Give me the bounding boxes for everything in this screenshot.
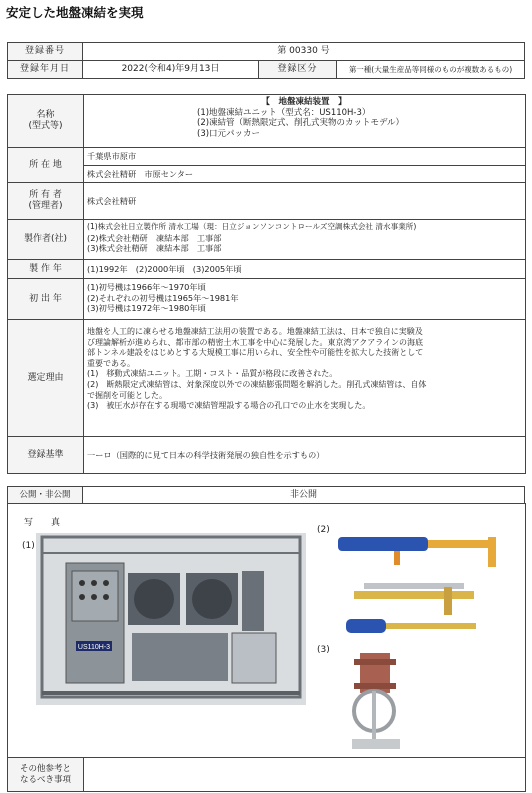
reason-line-6: (2) 断熱限定式凍結管は、対象深度以外での凍結膨張問題を解消した。削孔式凍結管は、自体 xyxy=(87,379,427,389)
name-value xyxy=(84,97,521,147)
photo-label: 写 真 xyxy=(24,518,61,528)
reason-line-3: 部トンネル建設をはじめとする大規模工事に用いられ、安全性や可能性を拡大した技術として xyxy=(87,348,424,358)
criteria-label: 登録基準 xyxy=(8,437,84,473)
registration-number-value: 第 00330 号 xyxy=(83,43,525,61)
mouth-packer-photo xyxy=(338,649,418,753)
debut-line-2: (2)それぞれの初号機は1965年〜1981年 xyxy=(87,292,239,303)
location-label: 所 在 地 xyxy=(8,148,84,182)
registration-category-label: 登録区分 xyxy=(259,61,337,79)
reason-value xyxy=(84,327,521,412)
debut-line-3: (3)初号機は1972年〜1980年頃 xyxy=(87,303,206,313)
reason-line-4: 重要である。 xyxy=(87,358,135,368)
maker-line-1: (1)株式会社日立製作所 清水工場（現：日立ジョンソンコントロールズ空調株式会社 清水事業所) xyxy=(87,222,417,231)
debut-label: 初 出 年 xyxy=(8,279,84,319)
publicity-label: 公開・非公開 xyxy=(8,487,83,504)
debut-value xyxy=(84,282,521,314)
registration-number-label: 登録番号 xyxy=(8,43,83,61)
registration-category-value: 第一種(大量生産品等同様のものが複数あるもの) xyxy=(337,61,525,79)
reason-label: 選定理由 xyxy=(8,320,84,436)
maker-value xyxy=(84,222,521,254)
details-section xyxy=(7,94,526,474)
reason-line-2: び理論解析が進められ、都市部の精密土木工事を中心に発展した。東京湾アクアラインの海底 xyxy=(87,337,423,347)
reason-line-1: 地盤を人工的に凍らせる地盤凍結工法用の装置である。地盤凍結工法は、日本で独自に実験及 xyxy=(87,327,423,336)
name-line-3: (3)口元パッカー xyxy=(197,128,261,139)
year-label: 製 作 年 xyxy=(8,260,84,278)
name-label: 名称 (型式等) xyxy=(8,95,84,147)
criteria-value: 一ーロ（国際的に見て日本の科学技術発展の独自性を示すもの） xyxy=(87,450,325,460)
registration-date-label: 登録年月日 xyxy=(8,61,83,79)
owner-label: 所 有 者 (管理者) xyxy=(8,183,84,219)
maker-line-3: (3)株式会社精研 凍結本部 工事部 xyxy=(87,243,222,253)
name-line-1: (1)地盤凍結ユニット（型式名：US110H-3） xyxy=(197,107,371,118)
reason-line-5: (1) 移動式凍結ユニット。工期・コスト・品質が格段に改善された。 xyxy=(87,369,338,379)
maker-label: 製作者(社) xyxy=(8,220,84,259)
photo-area xyxy=(7,503,526,758)
registration-date-value: 2022(令和4)年9月13日 xyxy=(83,61,259,79)
publicity-value: 非公開 xyxy=(83,487,525,504)
year-value: (1)1992年 (2)2000年頃 (3)2005年頃 xyxy=(87,264,242,274)
location-line-2: 株式会社精研 市原センター xyxy=(87,169,194,179)
location-line-1: 千葉県市原市 xyxy=(87,151,137,161)
unit-plate-text: US110H-3 xyxy=(77,644,111,651)
freezing-pipe-photo xyxy=(334,531,516,641)
reason-line-8: (3) 被圧水が存在する現場で凍結管埋設する場合の孔口での止水を実現した。 xyxy=(87,401,371,411)
owner-value: 株式会社精研 xyxy=(87,196,137,206)
name-heading: 【 地盤凍結装置 】 xyxy=(261,97,347,107)
other-remarks-section xyxy=(7,757,526,792)
maker-line-2: (2)株式会社精研 凍結本部 工事部 xyxy=(87,232,222,243)
photo-marker-1: (1) xyxy=(22,541,35,551)
registration-table xyxy=(7,42,525,79)
name-line-2: (2)凍結管（断熱限定式、削孔式実物のカットモデル） xyxy=(197,118,405,128)
photo-marker-3: (3) xyxy=(317,645,330,655)
photo-marker-2: (2) xyxy=(317,525,330,535)
freezing-unit-photo xyxy=(36,533,306,705)
reason-line-7: で掘削を可能とした。 xyxy=(87,390,167,400)
debut-line-1: (1)初号機は1966年〜1970年頃 xyxy=(87,282,206,292)
other-label: その他参考と なるべき事項 xyxy=(8,758,84,791)
publicity-table xyxy=(7,486,525,504)
page-title: 安定した地盤凍結を実現 xyxy=(6,5,144,20)
